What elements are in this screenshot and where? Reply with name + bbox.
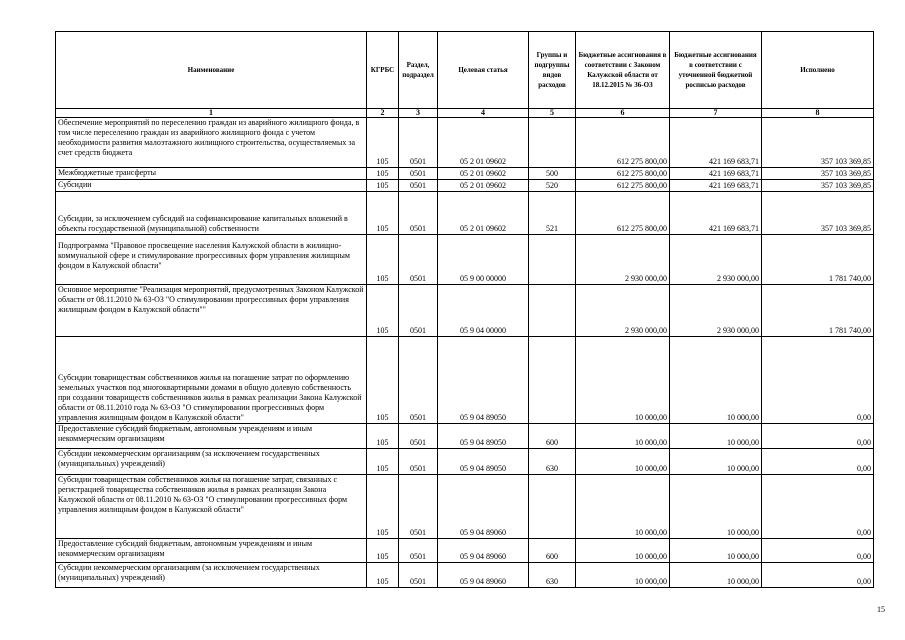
row-budget-adjusted: 10 000,00 <box>670 475 762 539</box>
row-budget-by-law: 612 275 800,00 <box>576 168 670 180</box>
row-name: Субсидии товариществам собственников жилья на погашение затрат по оформлению земельных участков под многоквартирными домами в общую долевую собственность при создании товариществ собственников жилья в рамках реализации Закона Калужской области от 08.11.2010 года № 63-ОЗ "О стимулировании прогрессивных форм управления жилищным фондом в Калужской области" <box>56 337 367 424</box>
row-budget-adjusted: 2 930 000,00 <box>670 285 762 337</box>
row-executed: 0,00 <box>762 449 874 475</box>
row-target-article: 05 9 04 89060 <box>438 475 529 539</box>
row-razdel: 0501 <box>399 168 438 180</box>
row-kgrbs: 105 <box>367 563 399 588</box>
table-row <box>56 424 874 449</box>
col-number: 5 <box>529 109 576 118</box>
row-budget-by-law: 10 000,00 <box>576 475 670 539</box>
row-executed: 357 103 369,85 <box>762 192 874 235</box>
row-name: Субсидии, за исключением субсидий на софинансирование капитальных вложений в объекты государственной (муниципальной) собственности <box>56 192 367 235</box>
col-number: 4 <box>438 109 529 118</box>
row-name: Межбюджетные трансферты <box>56 168 367 180</box>
row-target-article: 05 9 00 00000 <box>438 235 529 285</box>
row-target-article: 05 2 01 09602 <box>438 168 529 180</box>
table-row <box>56 285 874 337</box>
row-razdel: 0501 <box>399 235 438 285</box>
row-expense-group: 630 <box>529 449 576 475</box>
row-executed: 0,00 <box>762 563 874 588</box>
row-executed: 0,00 <box>762 337 874 424</box>
row-target-article: 05 9 04 89060 <box>438 539 529 563</box>
row-expense-group: 600 <box>529 424 576 449</box>
row-executed: 357 103 369,85 <box>762 168 874 180</box>
table-row <box>56 449 874 475</box>
row-executed: 357 103 369,85 <box>762 180 874 192</box>
row-budget-by-law: 10 000,00 <box>576 424 670 449</box>
row-name: Субсидии <box>56 180 367 192</box>
budget-table <box>55 31 874 588</box>
table-row <box>56 118 874 168</box>
row-budget-by-law: 612 275 800,00 <box>576 192 670 235</box>
row-target-article: 05 9 04 89050 <box>438 424 529 449</box>
row-name: Предоставление субсидий бюджетным, автономным учреждениям и иным некоммерческим организациям <box>56 539 367 563</box>
row-name: Основное мероприятие "Реализация мероприятий, предусмотренных Законом Калужской области от 08.11.2010 № 63-ОЗ "О стимулировании прогрессивных форм управления жилищным фондом в Калужской области"" <box>56 285 367 337</box>
row-executed: 0,00 <box>762 424 874 449</box>
row-executed: 357 103 369,85 <box>762 118 874 168</box>
row-expense-group <box>529 235 576 285</box>
page-number: 15 <box>877 605 885 614</box>
row-budget-by-law: 612 275 800,00 <box>576 180 670 192</box>
row-name: Субсидии некоммерческим организациям (за исключением государственных (муниципальных) учреждений) <box>56 563 367 588</box>
row-kgrbs: 105 <box>367 168 399 180</box>
col-number: 1 <box>56 109 367 118</box>
row-expense-group: 520 <box>529 180 576 192</box>
row-budget-adjusted: 421 169 683,71 <box>670 118 762 168</box>
row-kgrbs: 105 <box>367 285 399 337</box>
row-budget-by-law: 10 000,00 <box>576 539 670 563</box>
row-budget-adjusted: 10 000,00 <box>670 539 762 563</box>
row-razdel: 0501 <box>399 118 438 168</box>
row-budget-adjusted: 421 169 683,71 <box>670 180 762 192</box>
col-number: 2 <box>367 109 399 118</box>
table-row <box>56 180 874 192</box>
row-kgrbs: 105 <box>367 118 399 168</box>
row-expense-group: 500 <box>529 168 576 180</box>
row-razdel: 0501 <box>399 539 438 563</box>
table-row <box>56 235 874 285</box>
row-razdel: 0501 <box>399 563 438 588</box>
row-executed: 1 781 740,00 <box>762 285 874 337</box>
row-budget-adjusted: 421 169 683,71 <box>670 168 762 180</box>
row-razdel: 0501 <box>399 337 438 424</box>
row-budget-adjusted: 421 169 683,71 <box>670 192 762 235</box>
row-budget-adjusted: 10 000,00 <box>670 337 762 424</box>
header-budget-by-law: Бюджетные ассигнования в соответствии с Законом Калужской области от 18.12.2015 № 36-ОЗ <box>576 32 670 109</box>
header-target-article: Целевая статья <box>438 32 529 109</box>
row-budget-adjusted: 10 000,00 <box>670 424 762 449</box>
table-row <box>56 539 874 563</box>
row-executed: 0,00 <box>762 475 874 539</box>
row-razdel: 0501 <box>399 424 438 449</box>
col-number: 7 <box>670 109 762 118</box>
row-expense-group <box>529 337 576 424</box>
row-expense-group: 630 <box>529 563 576 588</box>
row-razdel: 0501 <box>399 285 438 337</box>
row-kgrbs: 105 <box>367 192 399 235</box>
row-target-article: 05 9 04 89060 <box>438 563 529 588</box>
row-name: Подпрограмма "Правовое просвещение населения Калужской области в жилищно-коммунальной сфере и стимулирование прогрессивных форм управления жилищным фондом в Калужской области" <box>56 235 367 285</box>
row-target-article: 05 9 04 89050 <box>438 337 529 424</box>
row-kgrbs: 105 <box>367 475 399 539</box>
row-budget-by-law: 10 000,00 <box>576 449 670 475</box>
row-name: Обеспечение мероприятий по переселению граждан из аварийного жилищного фонда, в том числе переселению граждан из аварийного жилищного фонда с учетом необходимости развития малоэтажного жилищного строительства, осуществляемых за счет средств бюджета <box>56 118 367 168</box>
row-budget-by-law: 10 000,00 <box>576 337 670 424</box>
header-name: Наименование <box>56 32 367 109</box>
header-kgrbs: КГРБС <box>367 32 399 109</box>
row-budget-adjusted: 10 000,00 <box>670 563 762 588</box>
row-target-article: 05 2 01 09602 <box>438 180 529 192</box>
row-expense-group: 600 <box>529 539 576 563</box>
row-kgrbs: 105 <box>367 424 399 449</box>
col-number: 8 <box>762 109 874 118</box>
row-name: Субсидии некоммерческим организациям (за исключением государственных (муниципальных) учреждений) <box>56 449 367 475</box>
row-kgrbs: 105 <box>367 235 399 285</box>
table-row <box>56 475 874 539</box>
row-kgrbs: 105 <box>367 539 399 563</box>
row-kgrbs: 105 <box>367 180 399 192</box>
table-row <box>56 192 874 235</box>
row-expense-group <box>529 118 576 168</box>
header-budget-adjusted: Бюджетные ассигнования в соответствии с уточненной бюджетной росписью расходов <box>670 32 762 109</box>
table-row <box>56 337 874 424</box>
row-executed: 1 781 740,00 <box>762 235 874 285</box>
row-budget-adjusted: 2 930 000,00 <box>670 235 762 285</box>
row-razdel: 0501 <box>399 180 438 192</box>
row-kgrbs: 105 <box>367 337 399 424</box>
row-razdel: 0501 <box>399 192 438 235</box>
row-budget-by-law: 10 000,00 <box>576 563 670 588</box>
row-razdel: 0501 <box>399 475 438 539</box>
row-target-article: 05 9 04 89050 <box>438 449 529 475</box>
row-budget-by-law: 2 930 000,00 <box>576 285 670 337</box>
row-name: Субсидии товариществам собственников жилья на погашение затрат, связанных с регистрацией товарищества собственников жилья в рамках реализации Закона Калужской области от 08.11.2010 № 63-ОЗ "О стимулировании прогрессивных форм управления жилищным фондом в Калужской области" <box>56 475 367 539</box>
row-target-article: 05 9 04 00000 <box>438 285 529 337</box>
row-target-article: 05 2 01 09602 <box>438 118 529 168</box>
col-number: 6 <box>576 109 670 118</box>
row-executed: 0,00 <box>762 539 874 563</box>
row-expense-group <box>529 285 576 337</box>
row-budget-adjusted: 10 000,00 <box>670 449 762 475</box>
col-number: 3 <box>399 109 438 118</box>
row-target-article: 05 2 01 09602 <box>438 192 529 235</box>
row-budget-by-law: 2 930 000,00 <box>576 235 670 285</box>
row-name: Предоставление субсидий бюджетным, автономным учреждениям и иным некоммерческим организациям <box>56 424 367 449</box>
row-expense-group: 521 <box>529 192 576 235</box>
row-razdel: 0501 <box>399 449 438 475</box>
table-row <box>56 563 874 588</box>
table-row <box>56 168 874 180</box>
header-razdel: Раздел, подраздел <box>399 32 438 109</box>
header-expense-group: Группы и подгруппы видов расходов <box>529 32 576 109</box>
header-executed: Исполнено <box>762 32 874 109</box>
row-budget-by-law: 612 275 800,00 <box>576 118 670 168</box>
row-expense-group <box>529 475 576 539</box>
row-kgrbs: 105 <box>367 449 399 475</box>
